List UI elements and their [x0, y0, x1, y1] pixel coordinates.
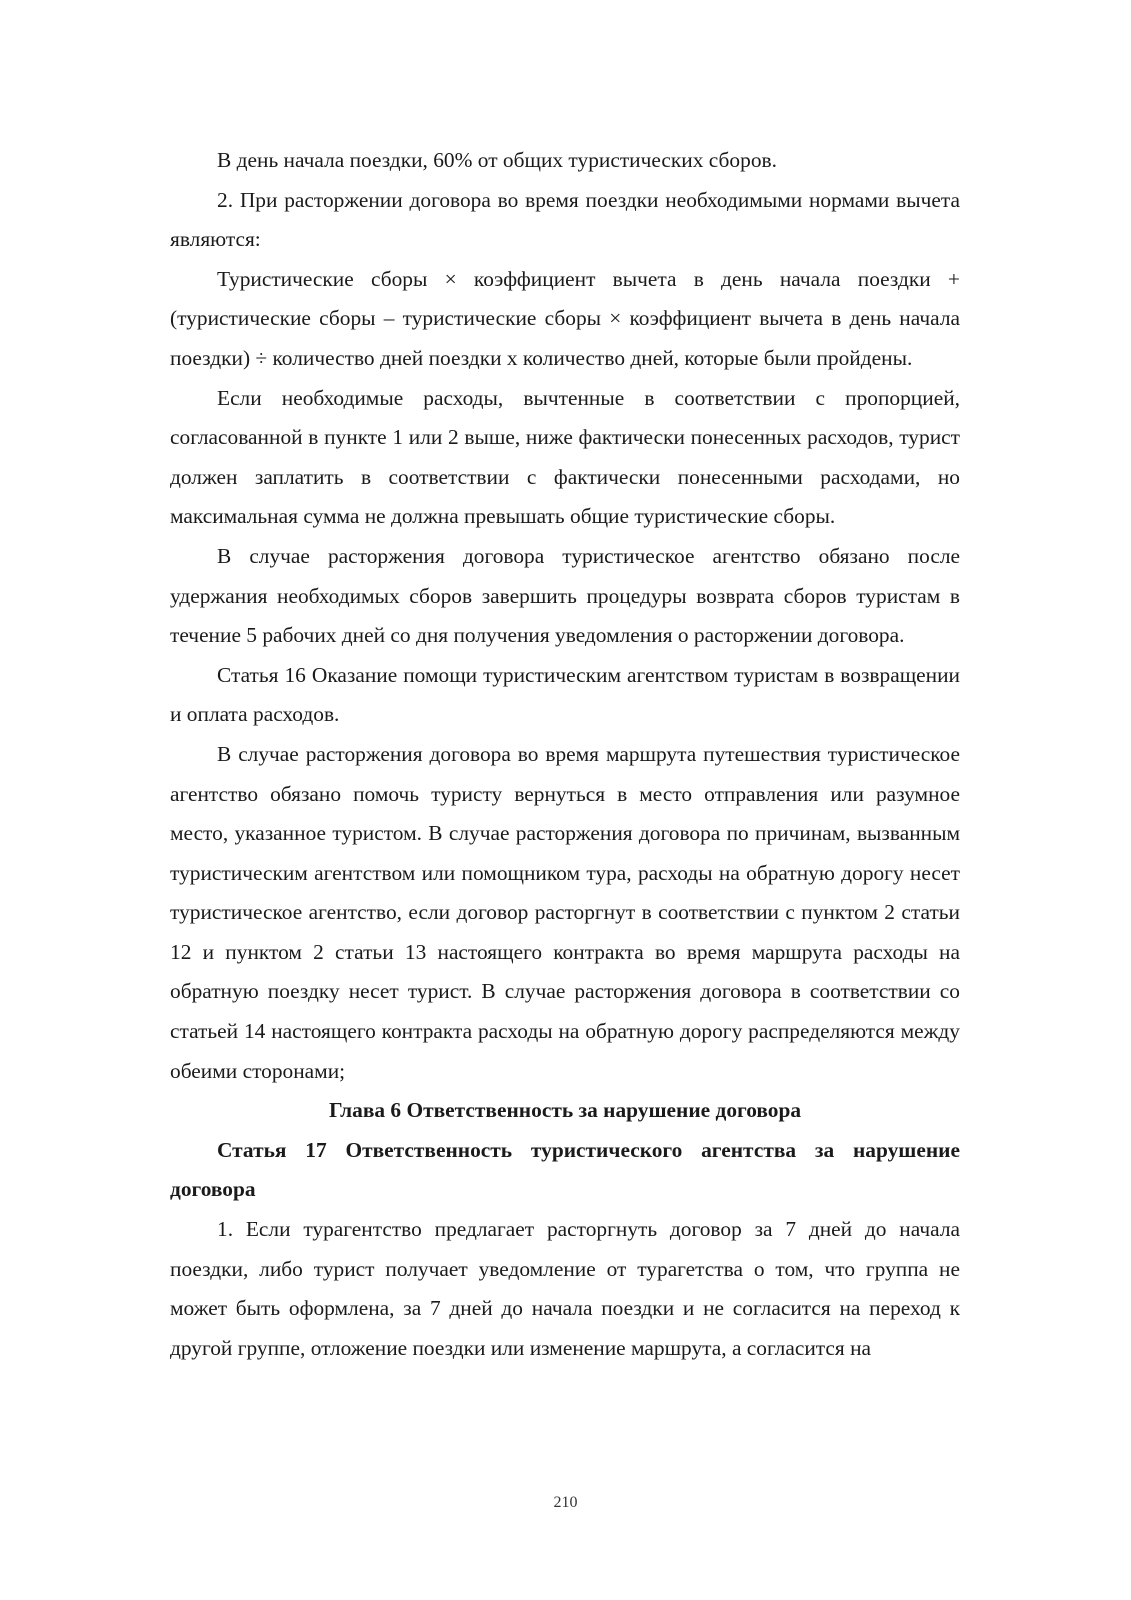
page-number: 210: [553, 1494, 578, 1511]
paragraph-formula: Туристические сборы × коэффициент вычета в день начала поездки + (туристические сборы – туристические сборы × коэффициент вычета в день начала поездки) ÷ количество дней поездки х количество дней, которые были пройдены.: [170, 266, 960, 370]
paragraph-article-17-point-1: 1. Если турагентство предлагает расторгнуть договор за 7 дней до начала поездки, либо турист получает уведомление от турагетства о том, что группа не может быть оформлена, за 7 дней до начала поездки и не согласится на переход к другой группе, отложение поездки или изменение маршрута, а согласится на: [170, 1217, 960, 1360]
paragraph-refund-procedure: В случае расторжения договора туристическое агентство обязано после удержания необходимых сборов завершить процедуры возврата сборов туристам в течение 5 рабочих дней со дня получения уведомления о расторжении договора.: [170, 543, 960, 648]
paragraph-article-16-title: Статья 16 Оказание помощи туристическим агентством туристам в возвращении и оплата расходов.: [170, 662, 960, 727]
article-17-heading: Статья 17 Ответственность туристического агентства за нарушение договора: [170, 1137, 960, 1202]
paragraph-deduction-during-trip: 2. При расторжении договора во время поездки необходимыми нормами вычета являются:: [170, 187, 960, 252]
chapter-6-heading: Глава 6 Ответственность за нарушение договора: [328, 1098, 802, 1123]
paragraph-deduction-day-start: В день начала поездки, 60% от общих туристических сборов.: [217, 148, 777, 172]
paragraph-return-expenses: В случае расторжения договора во время маршрута путешествия туристическое агентство обязано помочь туристу вернуться в место отправления или разумное место, указанное туристом. В случае расторжения договора по причинам, вызванным туристическим агентством или помощником тура, расходы на обратную дорогу несет туристическое агентство, если договор расторгнут в соответствии с пунктом 2 статьи 12 и пунктом 2 статьи 13 настоящего контракта во время маршрута расходы на обратную поездку несет турист. В случае расторжения договора в соответствии со статьей 14 настоящего контракта расходы на обратную дорогу распределяются между обеими сторонами;: [170, 741, 960, 1083]
paragraph-actual-expenses: Если необходимые расходы, вычтенные в соответствии с пропорцией, согласованной в пункте 1 или 2 выше, ниже фактически понесенных расходов, турист должен заплатить в соответствии с фактически понесенными расходами, но максимальная сумма не должна превышать общие туристические сборы.: [170, 385, 960, 529]
document-page: [170, 141, 960, 1368]
